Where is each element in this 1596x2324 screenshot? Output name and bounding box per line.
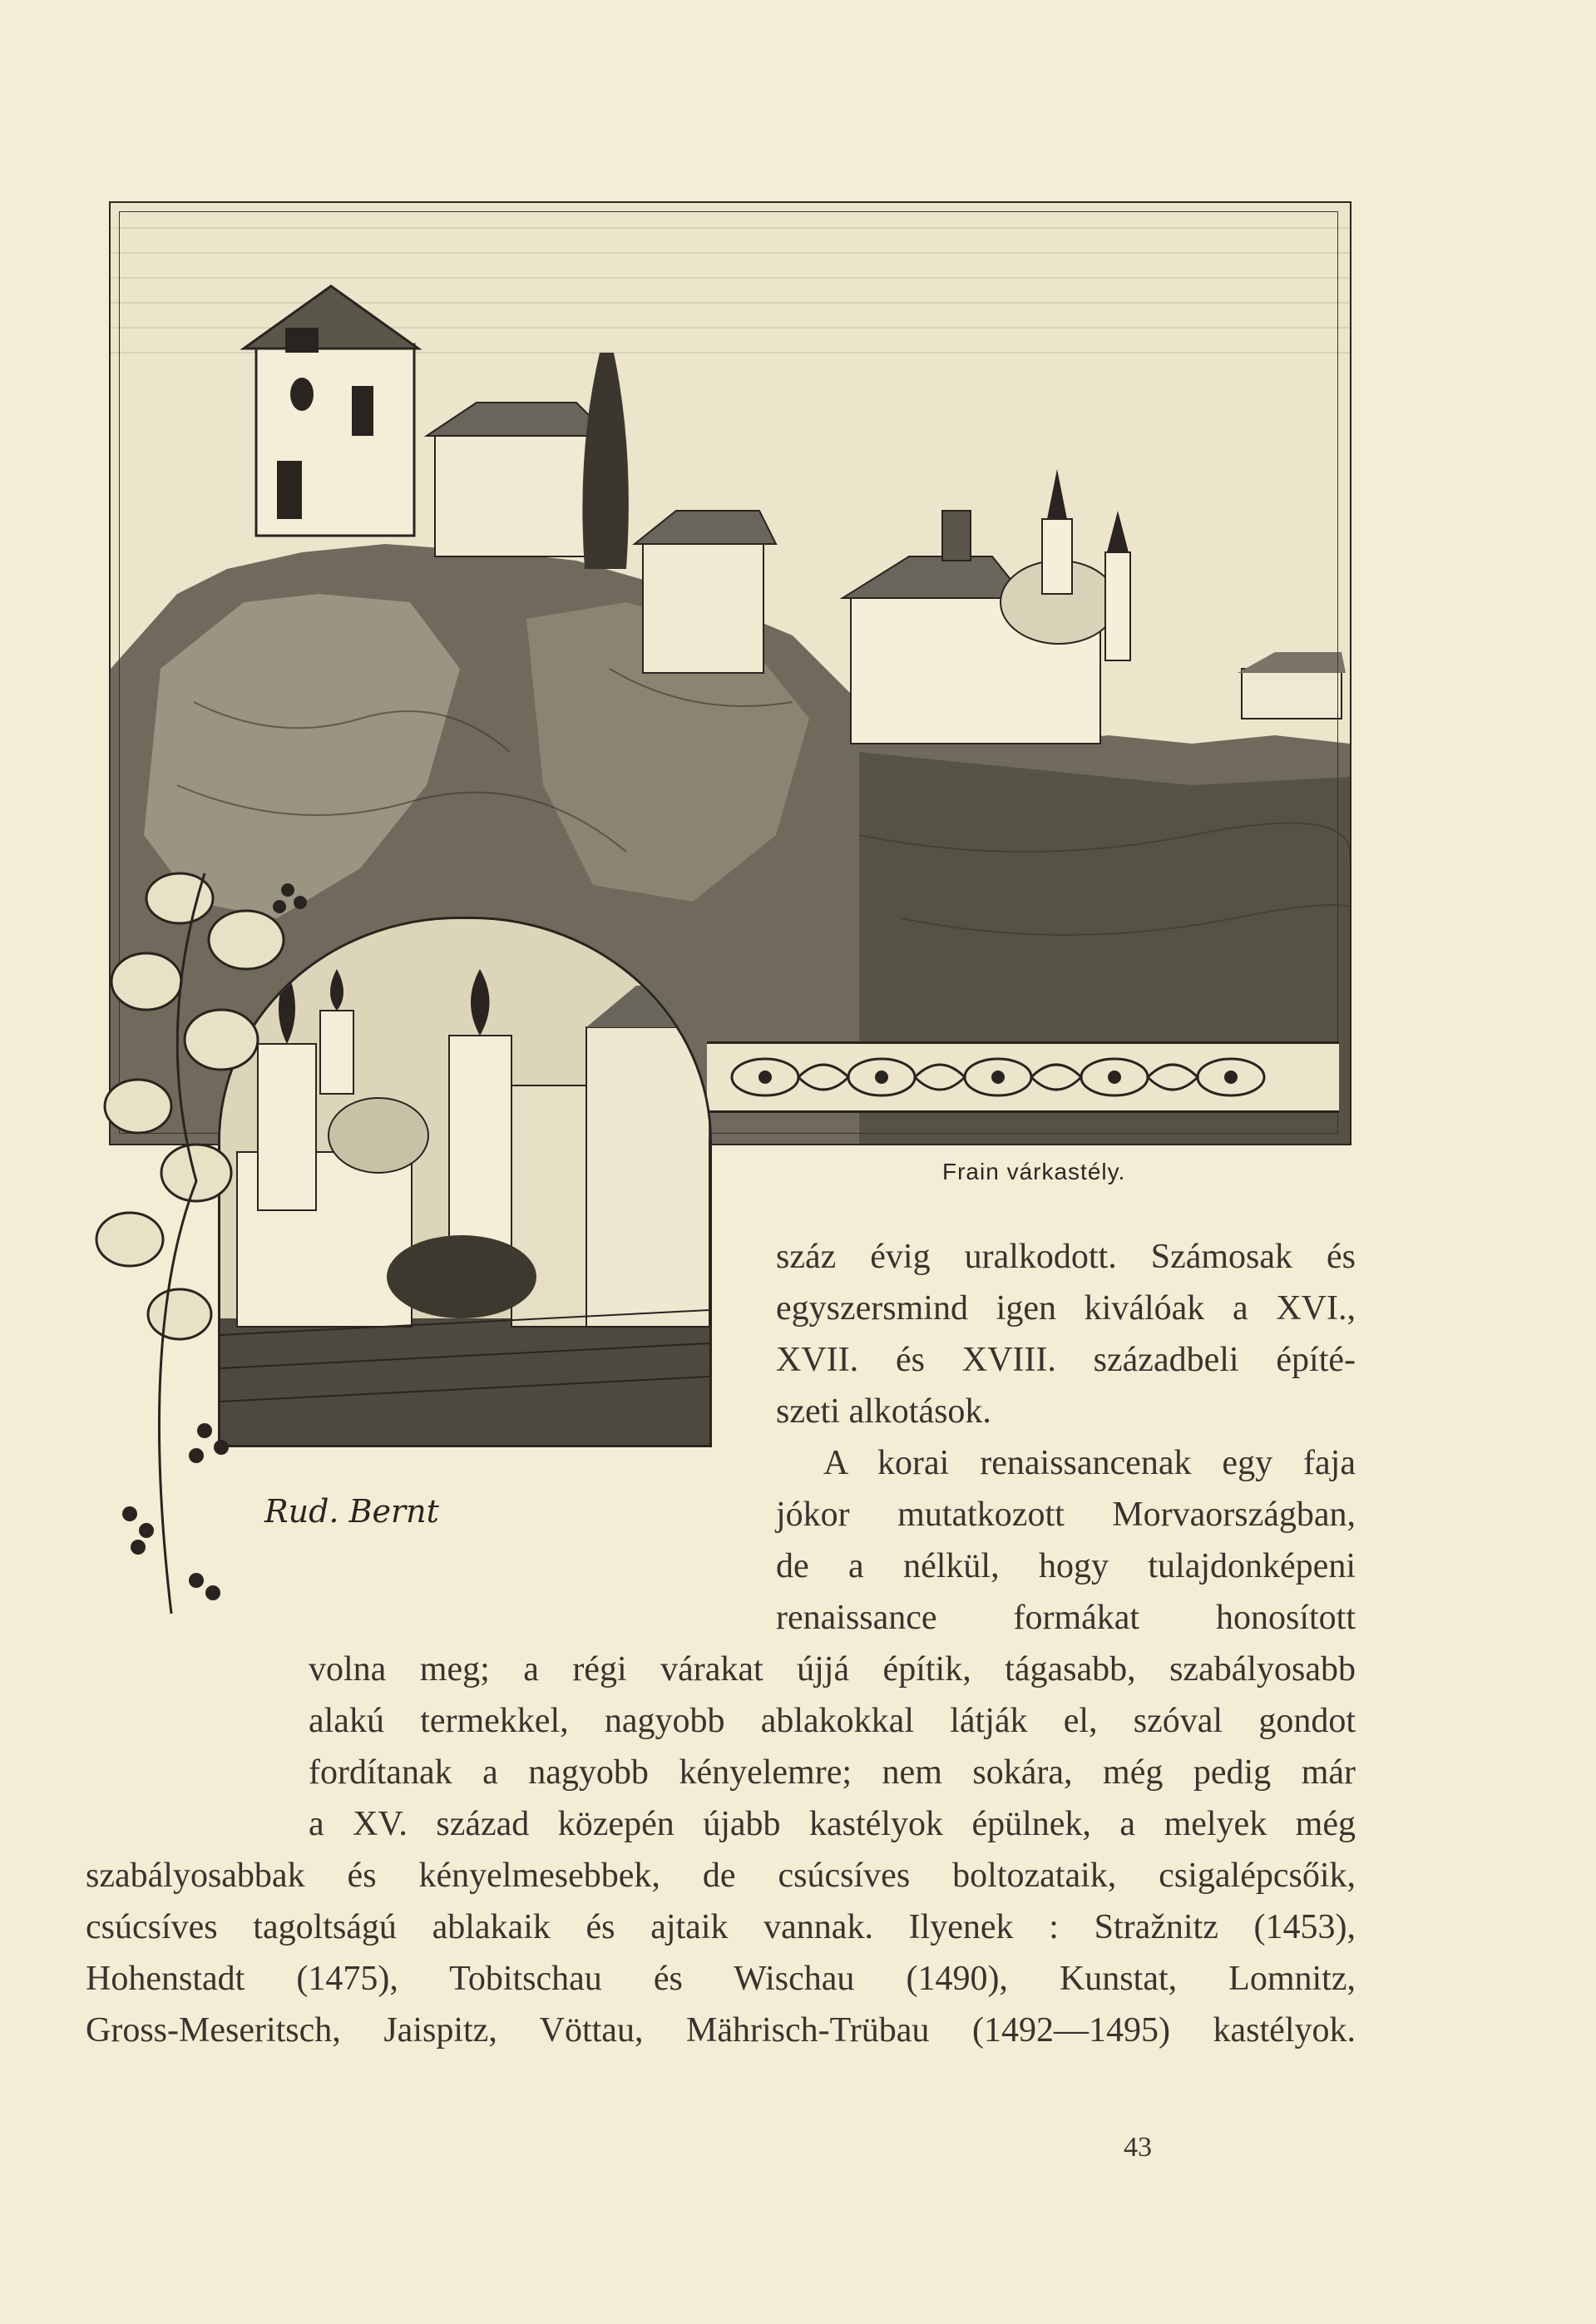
text-line: renaissance formákat honosított	[776, 1599, 1356, 1637]
artist-signature: Rud. Bernt	[264, 1493, 439, 1530]
text-line: jókor mutatkozott Morvaországban,	[776, 1496, 1356, 1534]
text-line: Hohenstadt (1475), Tobitschau és Wischau (1490), Kunstat, Lomnitz,	[86, 1960, 1356, 1998]
text-line: szeti alkotások.	[776, 1392, 991, 1431]
text-line: egyszersmind igen kiválóak a XVI.,	[776, 1289, 1356, 1328]
text-line: fordítanak a nagyobb kényelemre; nem sokára, még pedig már	[309, 1753, 1356, 1792]
text-line: A korai renaissancenak egy faja	[823, 1444, 1356, 1482]
text-line: Gross-Meseritsch, Jaispitz, Vöttau, Mährisch-Trübau (1492—1495) kastélyok.	[86, 2011, 1356, 2050]
text-line: csúcsíves tagoltságú ablakaik és ajtaik vannak. Ilyenek : Stražnitz (1453),	[86, 1908, 1356, 1946]
ornament-scroll-icon	[707, 1044, 1339, 1110]
text-line: szabályosabbak és kényelmesebbek, de csúcsíves boltozataik, csigalépcsőik,	[86, 1857, 1356, 1895]
figure-caption: Frain várkastély.	[942, 1159, 1126, 1184]
text-line: alakú termekkel, nagyobb ablakokkal látják el, szóval gondot	[309, 1702, 1356, 1740]
text-line: XVII. és XVIII. századbeli építé-	[776, 1341, 1356, 1379]
page-number: 43	[1124, 2132, 1152, 2163]
text-line: volna meg; a régi várakat újjá építik, tágasabb, szabályosabb	[309, 1650, 1356, 1689]
text-line: száz évig uralkodott. Számosak és	[776, 1238, 1356, 1276]
text-line: a XV. század közepén újabb kastélyok épülnek, a melyek még	[309, 1805, 1356, 1843]
ornamental-band	[707, 1041, 1339, 1113]
text-line: de a nélkül, hogy tulajdonképeni	[776, 1547, 1356, 1585]
